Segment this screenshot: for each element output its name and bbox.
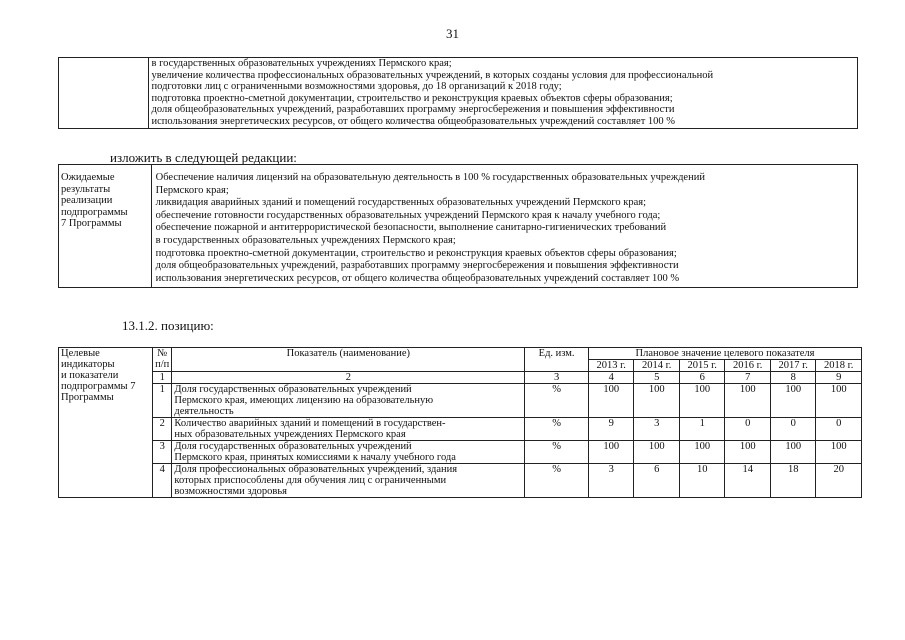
- value-cell: 100: [634, 441, 680, 464]
- column-number: 6: [679, 372, 725, 384]
- header-indicator-name: Показатель (наименование): [172, 348, 525, 372]
- side-line: и показатели: [61, 370, 119, 381]
- value-cell: 3: [634, 418, 680, 441]
- old-line: использования энергетических ресурсов, от общего количества общеобразовательных учреждений составляет 100 %: [151, 115, 676, 127]
- unit-cell: %: [525, 464, 589, 498]
- value-cell: 100: [816, 441, 862, 464]
- label-line: реализации: [61, 195, 113, 207]
- indicator-name-line: Доля государственных образовательных учреждений: [174, 384, 412, 395]
- unit-cell: %: [525, 418, 589, 441]
- side-line: Программы: [61, 392, 114, 403]
- side-line: Целевые: [61, 348, 100, 359]
- new-line: ликвидация аварийных зданий и помещений государственных образовательных учреждений Пермского края;: [155, 197, 647, 209]
- header-unit: Ед. изм.: [525, 348, 589, 372]
- value-cell: 0: [816, 418, 862, 441]
- new-table-text-cell: [151, 165, 857, 288]
- old-table-text-cell: [148, 58, 858, 129]
- indicator-name-line: возможностями здоровья: [174, 486, 287, 497]
- old-line: доля общеобразовательных учреждений, разработавших программу энергосбережения и повышения эффективности: [151, 104, 675, 116]
- value-cell: 100: [679, 384, 725, 418]
- label-line: Ожидаемые: [61, 172, 115, 183]
- column-number: 9: [816, 372, 862, 384]
- unit-cell: %: [525, 384, 589, 418]
- side-line: индикаторы: [61, 359, 115, 370]
- value-cell: 18: [770, 464, 816, 498]
- value-cell: 6: [634, 464, 680, 498]
- value-cell: 10: [679, 464, 725, 498]
- indicators-side-cell: [59, 348, 153, 498]
- new-line: использования энергетических ресурсов, от общего количества общеобразовательных учреждений составляет 100 %: [155, 272, 680, 284]
- value-cell: 1: [679, 418, 725, 441]
- header-planned-value: Плановое значение целевого показателя: [588, 348, 861, 360]
- header-number: [153, 348, 172, 372]
- value-cell: 0: [725, 418, 771, 441]
- label-line: результаты: [61, 183, 111, 195]
- label-line: 7 Программы: [61, 218, 122, 230]
- indicator-name-line: Пермского края, имеющих лицензию на образовательную: [174, 395, 434, 406]
- indicator-name-line: ных образовательных учреждениях Пермского края: [174, 429, 406, 440]
- value-cell: 100: [725, 384, 771, 418]
- old-line: в государственных образовательных учреждениях Пермского края;: [151, 58, 452, 69]
- value-cell: 100: [770, 441, 816, 464]
- header-number-line: п/п: [155, 359, 170, 370]
- section-heading-new-wording: изложить в следующей редакции:: [110, 150, 297, 165]
- new-expected-results-table: [58, 164, 858, 288]
- column-number: 5: [634, 372, 680, 384]
- new-line: в государственных образовательных учреждениях Пермского края;: [155, 234, 456, 246]
- year-2014: 2014 г.: [634, 360, 680, 372]
- column-number: 7: [725, 372, 771, 384]
- new-line: Обеспечение наличия лицензий на образовательную деятельность в 100 % государственных образовательных учреждений: [155, 172, 705, 183]
- old-line: подготовки лиц с ограниченными возможностями здоровья, до 18 организаций к 2018 году;: [151, 81, 562, 93]
- old-table-left-cell: [59, 58, 149, 129]
- table-row: [59, 441, 862, 464]
- table-row: [59, 418, 862, 441]
- year-2013: 2013 г.: [588, 360, 634, 372]
- value-cell: 100: [770, 384, 816, 418]
- old-line: увеличение количества профессиональных образовательных учреждений, в которых созданы условия для профессиональной: [151, 69, 714, 81]
- new-line: обеспечение пожарной и антитеррористической безопасности, выполнение санитарно-гигиенических требований: [155, 222, 667, 234]
- column-number: 1: [153, 372, 172, 384]
- new-line: доля общеобразовательных учреждений, разработавших программу энергосбережения и повышения эффективности: [155, 260, 679, 272]
- column-number: 3: [525, 372, 589, 384]
- indicator-name: [172, 464, 525, 498]
- value-cell: 14: [725, 464, 771, 498]
- old-expected-results-table: [58, 57, 858, 129]
- column-number: 4: [588, 372, 634, 384]
- new-line: Пермского края;: [155, 184, 229, 196]
- value-cell: 20: [816, 464, 862, 498]
- year-2016: 2016 г.: [725, 360, 771, 372]
- indicator-name-line: которых приспособлены для обучения лиц с ограниченными: [174, 475, 447, 486]
- page-number: 31: [446, 26, 459, 41]
- new-table-label-cell: [59, 165, 152, 288]
- value-cell: 100: [816, 384, 862, 418]
- table-row: [59, 384, 862, 418]
- indicator-name-line: деятельность: [174, 406, 234, 417]
- indicator-name: [172, 441, 525, 464]
- side-line: подпрограммы 7: [61, 381, 136, 392]
- old-line: подготовка проектно-сметной документации, строительство и реконструкция краевых объектов сферы образования;: [151, 92, 673, 104]
- table-row: [59, 464, 862, 498]
- new-line: подготовка проектно-сметной документации, строительство и реконструкция краевых объектов сферы образования;: [155, 247, 677, 259]
- column-number: 8: [770, 372, 816, 384]
- value-cell: 0: [770, 418, 816, 441]
- indicator-name: [172, 418, 525, 441]
- value-cell: 100: [679, 441, 725, 464]
- value-cell: 100: [588, 384, 634, 418]
- column-number: 2: [172, 372, 525, 384]
- label-line: подпрограммы: [61, 206, 128, 218]
- header-number-line: №: [157, 348, 168, 359]
- indicator-name-line: Пермского края, принятых комиссиями к началу учебного года: [174, 452, 456, 463]
- row-number: 3: [153, 441, 172, 464]
- year-2015: 2015 г.: [679, 360, 725, 372]
- year-2017: 2017 г.: [770, 360, 816, 372]
- indicator-name-line: Количество аварийных зданий и помещений в государствен-: [174, 418, 446, 429]
- row-number: 4: [153, 464, 172, 498]
- value-cell: 100: [634, 384, 680, 418]
- new-line: обеспечение готовности государственных образовательных учреждений Пермского края к началу учебного года;: [155, 209, 661, 221]
- section-heading-position: 13.1.2. позицию:: [122, 318, 214, 333]
- row-number: 2: [153, 418, 172, 441]
- indicator-name-line: Доля государственных образовательных учреждений: [174, 441, 412, 452]
- unit-cell: %: [525, 441, 589, 464]
- indicator-name: [172, 384, 525, 418]
- year-2018: 2018 г.: [816, 360, 862, 372]
- indicator-name-line: Доля профессиональных образовательных учреждений, здания: [174, 464, 458, 475]
- value-cell: 3: [588, 464, 634, 498]
- value-cell: 100: [725, 441, 771, 464]
- value-cell: 100: [588, 441, 634, 464]
- value-cell: 9: [588, 418, 634, 441]
- row-number: 1: [153, 384, 172, 418]
- target-indicators-table: [58, 347, 862, 498]
